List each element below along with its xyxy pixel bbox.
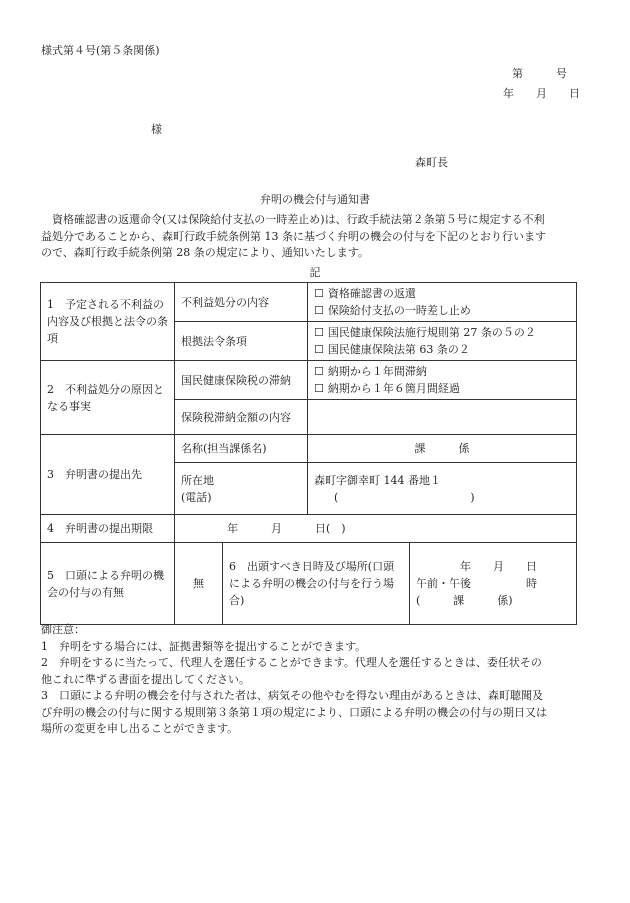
checkbox-icon[interactable]: ☐ (314, 326, 324, 340)
note-item: び弁明の機会の付与に関する規則第３条第１項の規定により、口頭による弁明の機会の付与の期日又は (41, 705, 547, 719)
checkbox-option[interactable]: ☐ 国民健康保険法施行規則第 27 条の５の２ (314, 326, 536, 340)
sender-name: 森町長 (415, 156, 448, 169)
form-number: 様式第４号(第５条関係) (41, 44, 160, 57)
checkbox-option[interactable]: ☐ 納期から１年６箇月間経過 (314, 382, 460, 396)
note-item: 場所の変更を申し出ることができます。 (41, 722, 239, 735)
issue-date: 年 月 日 (503, 87, 580, 100)
phone-value: ( ) (334, 490, 475, 504)
row2-sub1-label: 国民健康保険税の滞納 (175, 361, 308, 400)
body-line: ので、森町行政手続条例第 28 条の規定により、通知いたします。 (41, 246, 369, 259)
row1-sub1-options (308, 283, 577, 322)
checkbox-icon[interactable]: ☐ (314, 343, 324, 357)
note-item: 3 口頭による弁明の機会を付与された者は、病気その他やむを得ない理由があるときは、森町聴聞及 (41, 689, 543, 702)
phone-label: (電話) (181, 490, 212, 504)
table-row (41, 515, 577, 543)
row2-label: 2 不利益処分の原因となる事実 (41, 361, 175, 435)
row3-label: 3 弁明書の提出先 (41, 435, 175, 515)
body-text (41, 212, 586, 262)
checkbox-option[interactable]: ☐ 国民健康保険法第 63 条の２ (314, 343, 470, 357)
row1-sub2-label: 根拠法令条項 (175, 322, 308, 361)
row3-address-value[interactable] (308, 463, 577, 515)
table-row (41, 435, 577, 463)
notes-heading: 御注意： (41, 623, 85, 636)
ki-heading: 記 (309, 266, 321, 279)
row6-label: 6 出頭すべき日時及び場所(口頭による弁明の機会の付与を行う場合) (223, 543, 410, 625)
address-label: 所在地 (181, 473, 214, 487)
row2-sub2-value[interactable] (308, 400, 577, 435)
hearing-place: ( 課 係) (416, 594, 513, 608)
hearing-time: 午前・午後 時 (416, 577, 537, 591)
row6-value[interactable] (410, 543, 577, 625)
table-row (41, 361, 577, 400)
checkbox-option[interactable]: ☐ 資格確認書の返還 (314, 287, 416, 300)
document-number: 第 号 (512, 67, 567, 80)
row2-sub2-label: 保険税滞納金額の内容 (175, 400, 308, 435)
body-line: 益処分であることから、森町行政手続条例第 13 条に基づく弁明の機会の付与を下記のとおり行います (41, 229, 546, 243)
row3-address-label (175, 463, 308, 515)
table-row (41, 283, 577, 322)
address-value: 森町字御幸町 144 番地１ (314, 473, 441, 487)
row5-value[interactable]: 無 (175, 543, 223, 625)
row4-label: 4 弁明書の提出期限 (41, 515, 175, 543)
notes-section (41, 622, 586, 738)
checkbox-option[interactable]: ☐ 保険給付支払の一時差し止め (314, 304, 471, 318)
row2-sub1-options (308, 361, 577, 400)
addressee-suffix: 様 (151, 123, 162, 136)
row3-name-value[interactable]: 課 係 (308, 435, 577, 463)
note-item: 1 弁明をする場合には、証拠書類等を提出することができます。 (41, 639, 367, 653)
checkbox-icon[interactable]: ☐ (314, 382, 324, 396)
document-title: 弁明の機会付与通知書 (260, 193, 370, 206)
checkbox-option[interactable]: ☐ 納期から１年間滞納 (314, 365, 427, 379)
row1-sub2-options (308, 322, 577, 361)
note-item: 2 弁明をするに当たって、代理人を選任することができます。代理人を選任するときは、委任状その (41, 656, 542, 669)
hearing-date: 年 月 日 (460, 560, 537, 574)
row3-name-label: 名称(担当課係名) (175, 435, 308, 463)
note-item: 他これに準ずる書面を提出してください。 (41, 672, 250, 686)
checkbox-icon[interactable]: ☐ (314, 304, 324, 318)
row4-deadline-value[interactable]: 年 月 日( ) (175, 515, 577, 543)
checkbox-icon[interactable]: ☐ (314, 287, 324, 300)
body-line: 資格確認書の返還命令(又は保険給付支払の一時差止め)は、行政手続法第２条第５号に規定する不利 (41, 213, 545, 226)
checkbox-icon[interactable]: ☐ (314, 365, 324, 379)
table-row (41, 543, 577, 625)
notice-table (40, 282, 577, 625)
row5-label: 5 口頭による弁明の機会の付与の有無 (41, 543, 175, 625)
row1-sub1-label: 不利益処分の内容 (175, 283, 308, 322)
row1-label: 1 予定される不利益の内容及び根拠と法令の条項 (41, 283, 175, 361)
